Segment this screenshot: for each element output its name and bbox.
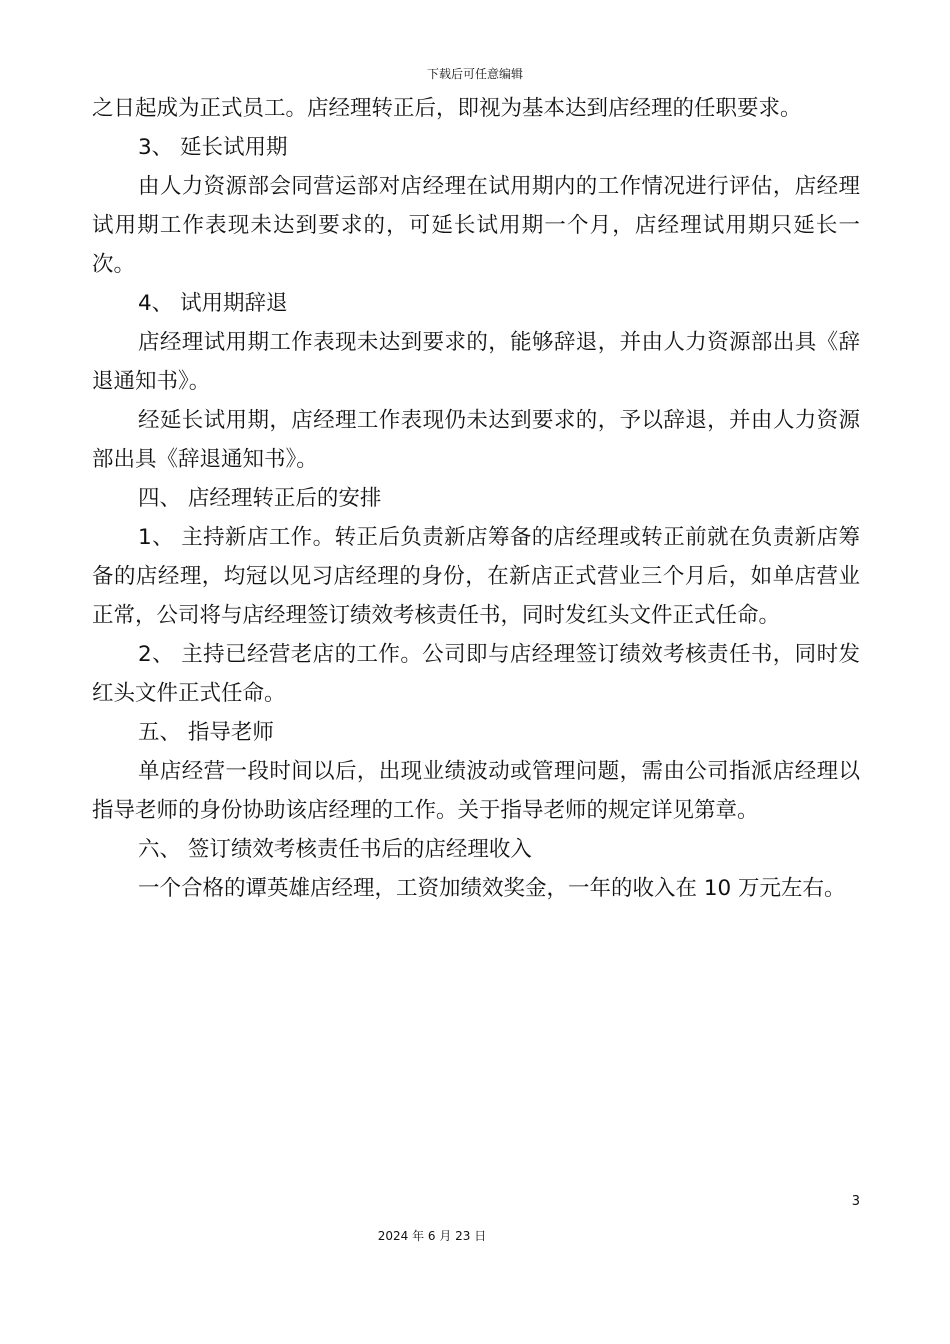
paragraph-dismissal-1: 店经理试用期工作表现未达到要求的，能够辞退，并由人力资源部出具《辞退通知书》。 — [92, 330, 860, 394]
page-number: 3 — [851, 1194, 860, 1209]
section-heading-extend-probation: 3、 延长试用期 — [138, 135, 288, 160]
paragraph-income: 一个合格的谭英雄店经理，工资加绩效奖金，一年的收入在 10 万元左右。 — [138, 876, 846, 901]
paragraph-continuation: 之日起成为正式员工。店经理转正后，即视为基本达到店经理的任职要求。 — [92, 96, 802, 121]
paragraph-new-store-work: 1、 主持新店工作。转正后负责新店筹备的店经理或转正前就在负责新店筹备的店经理，均冠以见习店经理的身份，在新店正式营业三个月后，如单店营业正常，公司将与店经理签订绩效考核责任书，同时发红头文件正式任命。 — [92, 525, 860, 628]
document-header: 下载后可任意编辑 — [426, 67, 523, 81]
paragraph-extend-probation: 由人力资源部会同营运部对店经理在试用期内的工作情况进行评估，店经理试用期工作表现未达到要求的，可延长试用期一个月，店经理试用期只延长一次。 — [92, 174, 860, 277]
paragraph-dismissal-2: 经延长试用期，店经理工作表现仍未达到要求的，予以辞退，并由人力资源部出具《辞退通知书》。 — [92, 408, 860, 472]
document-body — [92, 89, 860, 908]
paragraph-existing-store-work: 2、 主持已经营老店的工作。公司即与店经理签订绩效考核责任书，同时发红头文件正式任命。 — [92, 642, 860, 706]
paragraph-mentor: 单店经营一段时间以后，出现业绩波动或管理问题，需由公司指派店经理以指导老师的身份协助该店经理的工作。关于指导老师的规定详见第章。 — [92, 759, 860, 823]
footer-date: 2024 年 6 月 23 日 — [377, 1229, 487, 1243]
section-heading-probation-dismissal: 4、 试用期辞退 — [138, 291, 288, 316]
section-heading-after-confirmation: 四、 店经理转正后的安排 — [138, 486, 382, 511]
section-heading-mentor: 五、 指导老师 — [138, 720, 274, 745]
section-heading-income: 六、 签订绩效考核责任书后的店经理收入 — [138, 837, 532, 862]
